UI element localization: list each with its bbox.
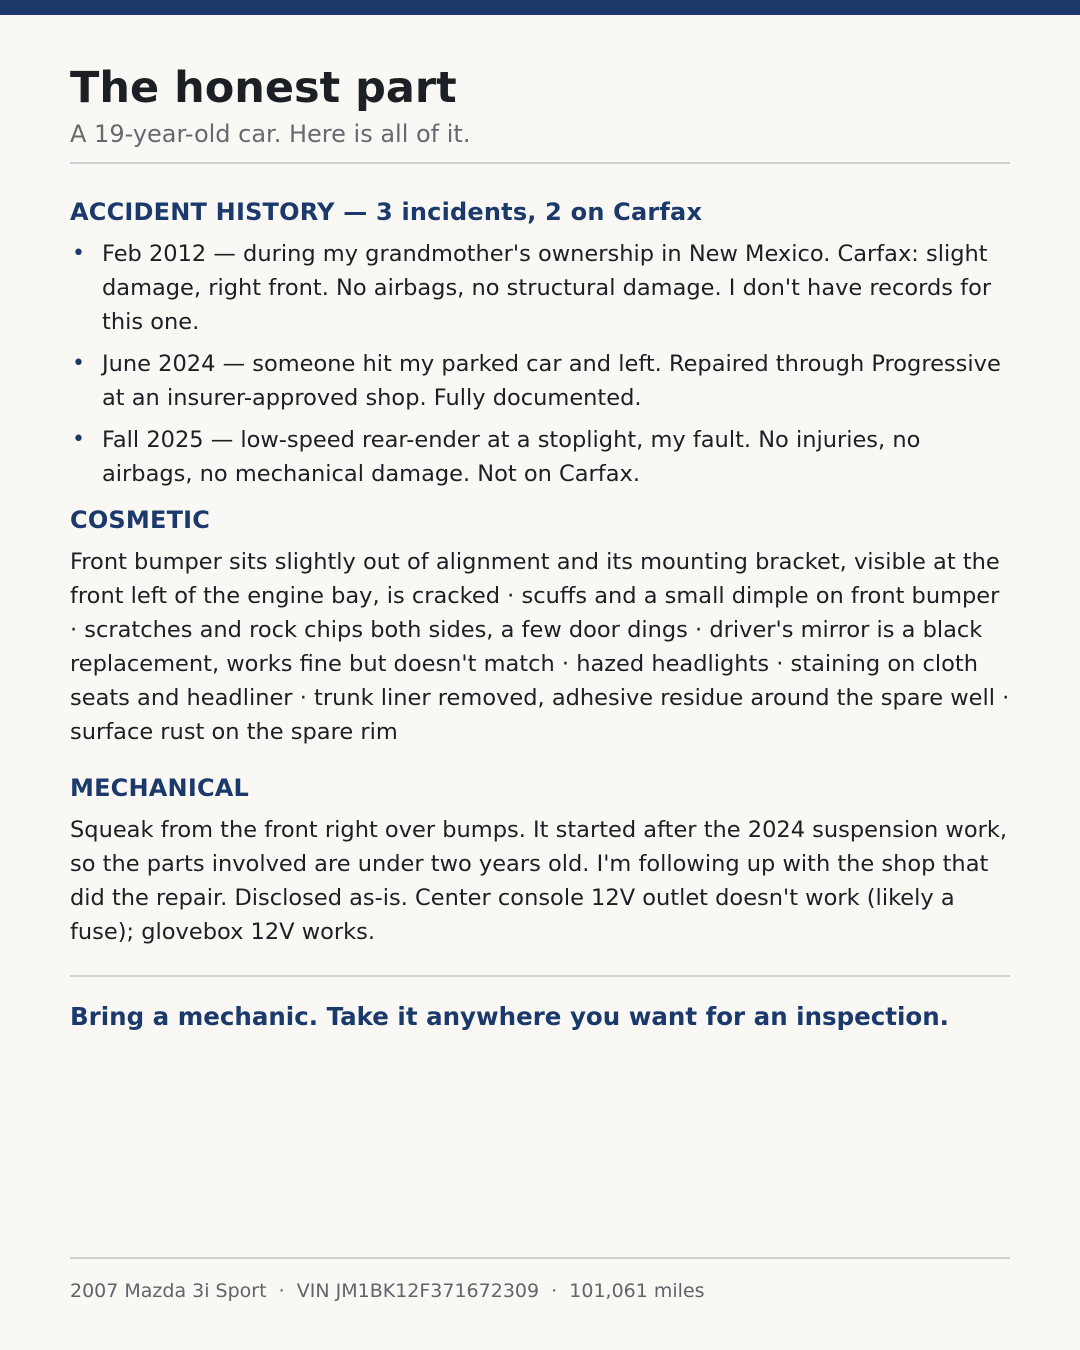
vehicle-footer: 2007 Mazda 3i Sport · VIN JM1BK12F371672309 · 101,061 miles bbox=[70, 1280, 705, 1302]
bullet-icon: • bbox=[72, 241, 85, 266]
mechanical-heading: MECHANICAL bbox=[70, 774, 250, 802]
accident-item bbox=[70, 423, 1010, 491]
mechanical-text: Squeak from the front right over bumps. It started after the 2024 suspension work, so the parts involved are under two years old. I'm following up with the shop that did the repair. Disclosed as-is. Center console 12V outlet doesn't work (likely a fuse); glovebox 12V works. bbox=[70, 817, 1008, 945]
main-content bbox=[70, 62, 1010, 1033]
header-divider bbox=[70, 162, 1010, 164]
cosmetic-heading: COSMETIC bbox=[70, 506, 211, 534]
bullet-icon: • bbox=[72, 351, 85, 376]
accident-item bbox=[70, 347, 1010, 415]
accident-item-text: June 2024 — someone hit my parked car and left. Repaired through Progressive at an insurer-approved shop. Fully documented. bbox=[102, 351, 1001, 411]
accident-item-text: Feb 2012 — during my grandmother's ownership in New Mexico. Carfax: slight damage, right front. No airbags, no structural damage. I don't have records for this one. bbox=[102, 241, 992, 335]
accident-history-heading: ACCIDENT HISTORY — 3 incidents, 2 on Carfax bbox=[70, 198, 703, 226]
top-accent-bar bbox=[0, 0, 1080, 15]
footer-divider bbox=[70, 1257, 1010, 1259]
accident-item bbox=[70, 237, 1010, 339]
inspection-callout: Bring a mechanic. Take it anywhere you want for an inspection. bbox=[70, 1002, 949, 1031]
bullet-icon: • bbox=[72, 427, 85, 452]
accident-list bbox=[70, 237, 1010, 491]
page-title: The honest part bbox=[70, 63, 457, 113]
callout-divider bbox=[70, 975, 1010, 977]
cosmetic-text: Front bumper sits slightly out of alignment and its mounting bracket, visible at the front left of the engine bay, is cracked · scuffs and a small dimple on front bumper · scratches and rock chips both sides, a few door dings · driver's mirror is a black replacement, works fine but doesn't match · hazed headlights · staining on cloth seats and headliner · trunk liner removed, adhesive residue around the spare well · surface rust on the spare rim bbox=[70, 549, 1010, 745]
accident-item-text: Fall 2025 — low-speed rear-ender at a stoplight, my fault. No injuries, no airbags, no mechanical damage. Not on Carfax. bbox=[102, 427, 921, 487]
page-subtitle: A 19-year-old car. Here is all of it. bbox=[70, 120, 471, 148]
